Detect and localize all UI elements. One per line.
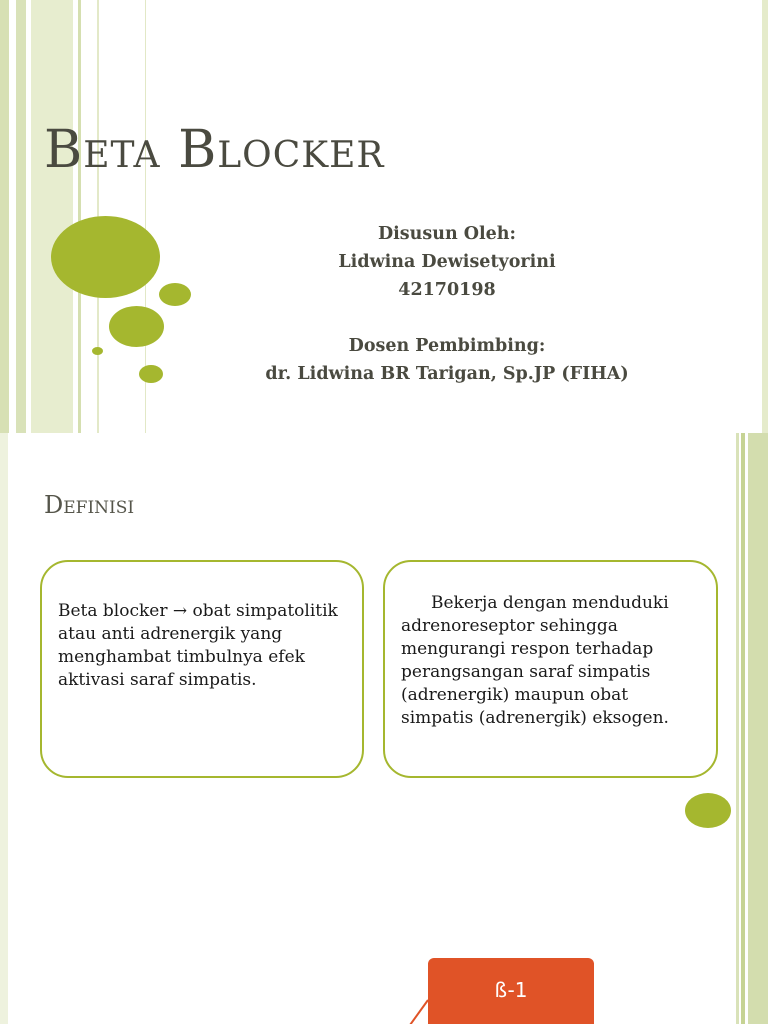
diagram-node-beta1 <box>428 958 594 1024</box>
diagram-slide <box>0 865 768 1024</box>
author-label: Disusun Oleh: <box>377 224 516 244</box>
decor-stripe <box>31 0 73 433</box>
spacer <box>200 304 694 332</box>
decor-stripe <box>736 865 739 1024</box>
decor-circle-small <box>92 347 103 355</box>
definition-text: Beta blocker → obat simpatolitik atau anti adrenergik yang menghambat timbulnya efek aktivasi saraf simpatis. <box>58 601 338 690</box>
decor-circle-large <box>51 216 160 298</box>
decor-stripe <box>762 0 768 433</box>
decor-stripe <box>741 865 745 1024</box>
decor-stripe <box>78 0 81 433</box>
supervisor-name: dr. Lidwina BR Tarigan, Sp.JP (FIHA) <box>265 364 629 384</box>
decor-circle <box>139 365 163 383</box>
decor-circle <box>159 283 191 306</box>
decor-stripe <box>748 433 768 865</box>
decor-circle <box>109 306 164 347</box>
definition-slide <box>0 433 768 865</box>
decor-stripe <box>741 433 745 865</box>
node-label: ß-1 <box>494 978 528 1002</box>
slide-title: Beta Blocker <box>44 120 385 180</box>
section-heading: Definisi <box>44 491 135 519</box>
decor-stripe <box>748 865 768 1024</box>
definition-box <box>40 560 364 778</box>
decor-stripe <box>0 0 9 433</box>
title-slide <box>0 0 768 433</box>
supervisor-label: Dosen Pembimbing: <box>348 336 546 356</box>
mechanism-text: Bekerja dengan menduduki adrenoreseptor sehingga mengurangi respon terhadap perangsangan saraf simpatis (adrenergik) maupun obat simpatis (adrenergik) eksogen. <box>401 593 669 728</box>
decor-stripe <box>16 0 26 433</box>
decor-stripe <box>0 433 8 865</box>
decor-stripe <box>736 433 739 865</box>
author-info <box>200 220 694 388</box>
author-id: 42170198 <box>398 280 496 300</box>
author-name: Lidwina Dewisetyorini <box>338 252 556 272</box>
mechanism-box <box>383 560 718 778</box>
decor-stripe <box>0 865 8 1024</box>
decor-circle <box>685 793 731 828</box>
